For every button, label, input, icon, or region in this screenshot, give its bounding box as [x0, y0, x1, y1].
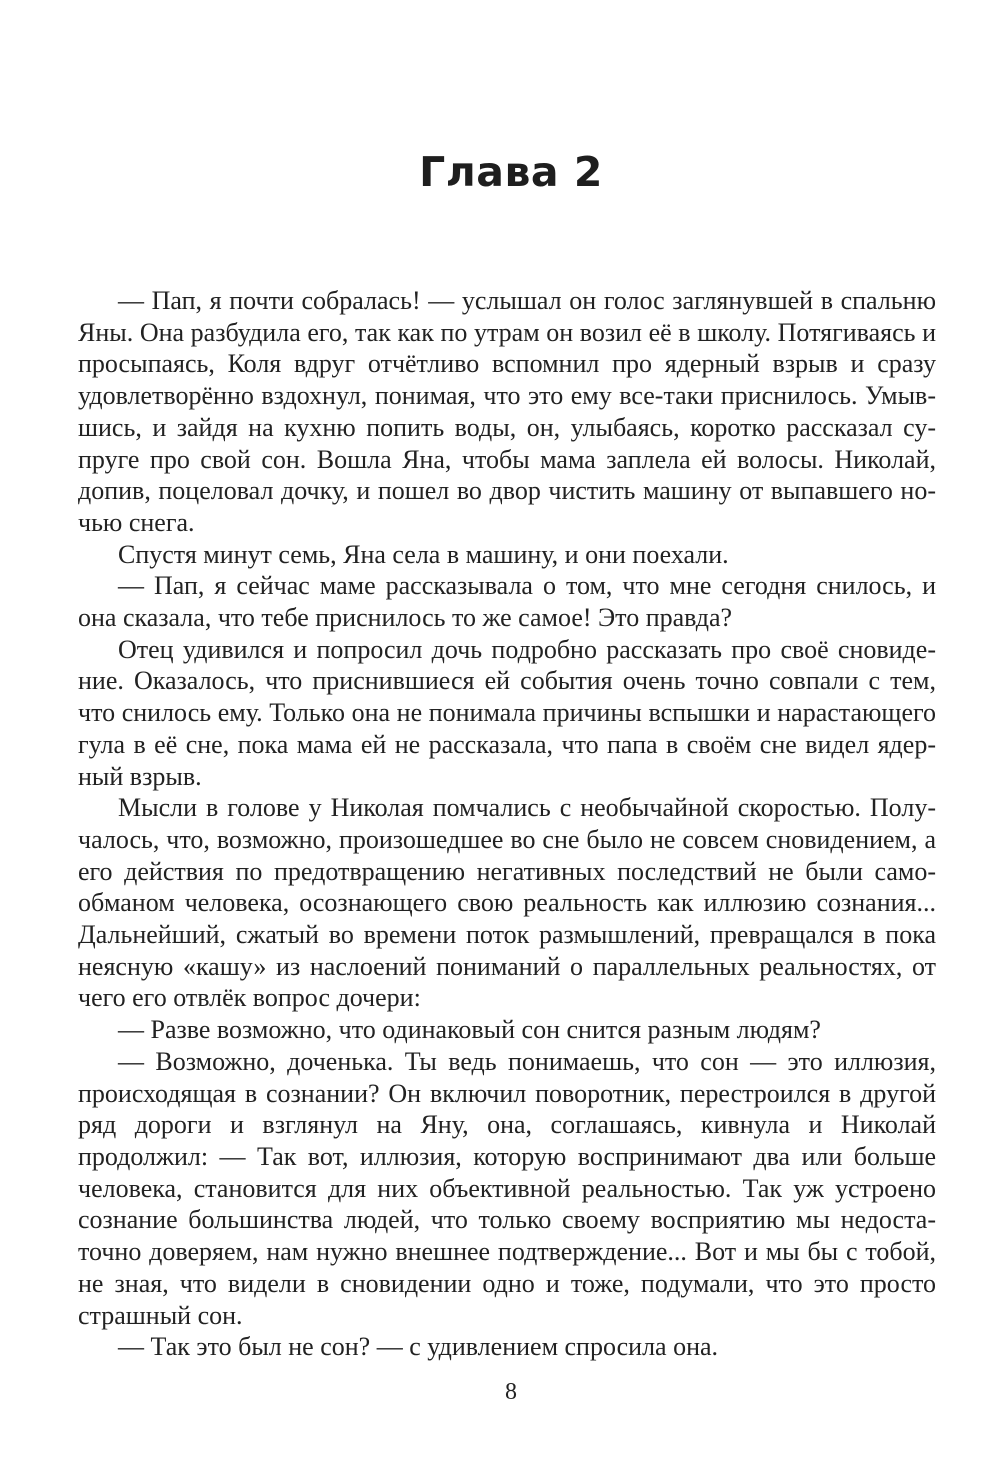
paragraph-7: — Возможно, доченька. Ты ведь понимаешь, что сон — это иллюзия, происходящая в сознании? Он включил поворотник, перестроился в другой ряд дороги и взглянул на Яну, она, соглашаясь, кивнула и Николай продолжил: — Так вот, иллюзия, которую воспринимают два или больше человека, становится для них объективной реальностью. Так уж устроено сознание большинства людей, что только своему восприятию мы недостаточно доверяем, нам нужно внешнее подтверждение... Вот и мы бы с тобой, не зная, что видели в сновидении одно и тоже, подумали, что это просто страшный сон.	[78, 1046, 936, 1330]
paragraph-3: — Пап, я сейчас маме рассказывала о том, что мне сегодня снилось, и она сказала, что тебе приснилось то же самое! Это правда?	[78, 571, 936, 633]
chapter-title: Глава 2	[419, 148, 603, 196]
paragraph-4: Отец удивился и попросил дочь подробно рассказать про своё сновидение. Оказалось, что приснившиеся ей события очень точно совпали с тем, что снилось ему. Только она не понимала причины вспышки и нарастающего гула в её сне, пока мама ей не рассказала, что папа в своём сне видел ядерный взрыв.	[78, 634, 936, 791]
paragraph-2: Спустя минут семь, Яна села в машину, и они поехали.	[118, 539, 729, 569]
paragraph-8: — Так это был не сон? — с удивлением спросила она.	[118, 1332, 719, 1362]
page-number: 8	[505, 1379, 517, 1405]
paragraph-1: — Пап, я почти собралась! — услышал он голос заглянувшей в спальню Яны. Она разбудила его, так как по утрам он возил её в школу. Потягиваясь и просыпаясь, Коля вдруг отчётливо вспомнил про ядерный взрыв и сразу удовлетворённо вздохнул, понимая, что это ему все-таки приснилось. Умывшись, и зайдя на кухню попить воды, он, улыбаясь, коротко рассказал супруге про свой сон. Вошла Яна, чтобы мама заплела ей волосы. Николай, допив, поцеловал дочку, и пошел во двор чистить машину от выпавшего ночью снега.	[78, 286, 936, 537]
paragraph-6: — Разве возможно, что одинаковый сон снится разным людям?	[118, 1015, 821, 1045]
paragraph-5: Мысли в голове у Николая помчались с необычайной скоростью. Получалось, что, возможно, произошедшее во сне было не совсем сновидением, а его действия по предотвращению негативных последствий не были самообманом человека, осознающего свою реальность как иллюзию сознания... Дальнейший, сжатый во времени поток размышлений, превращался в пока неясную «кашу» из наслоений пониманий о параллельных реальностях, от чего его отвлёк вопрос дочери:	[78, 793, 936, 1013]
body-text	[78, 285, 936, 1363]
